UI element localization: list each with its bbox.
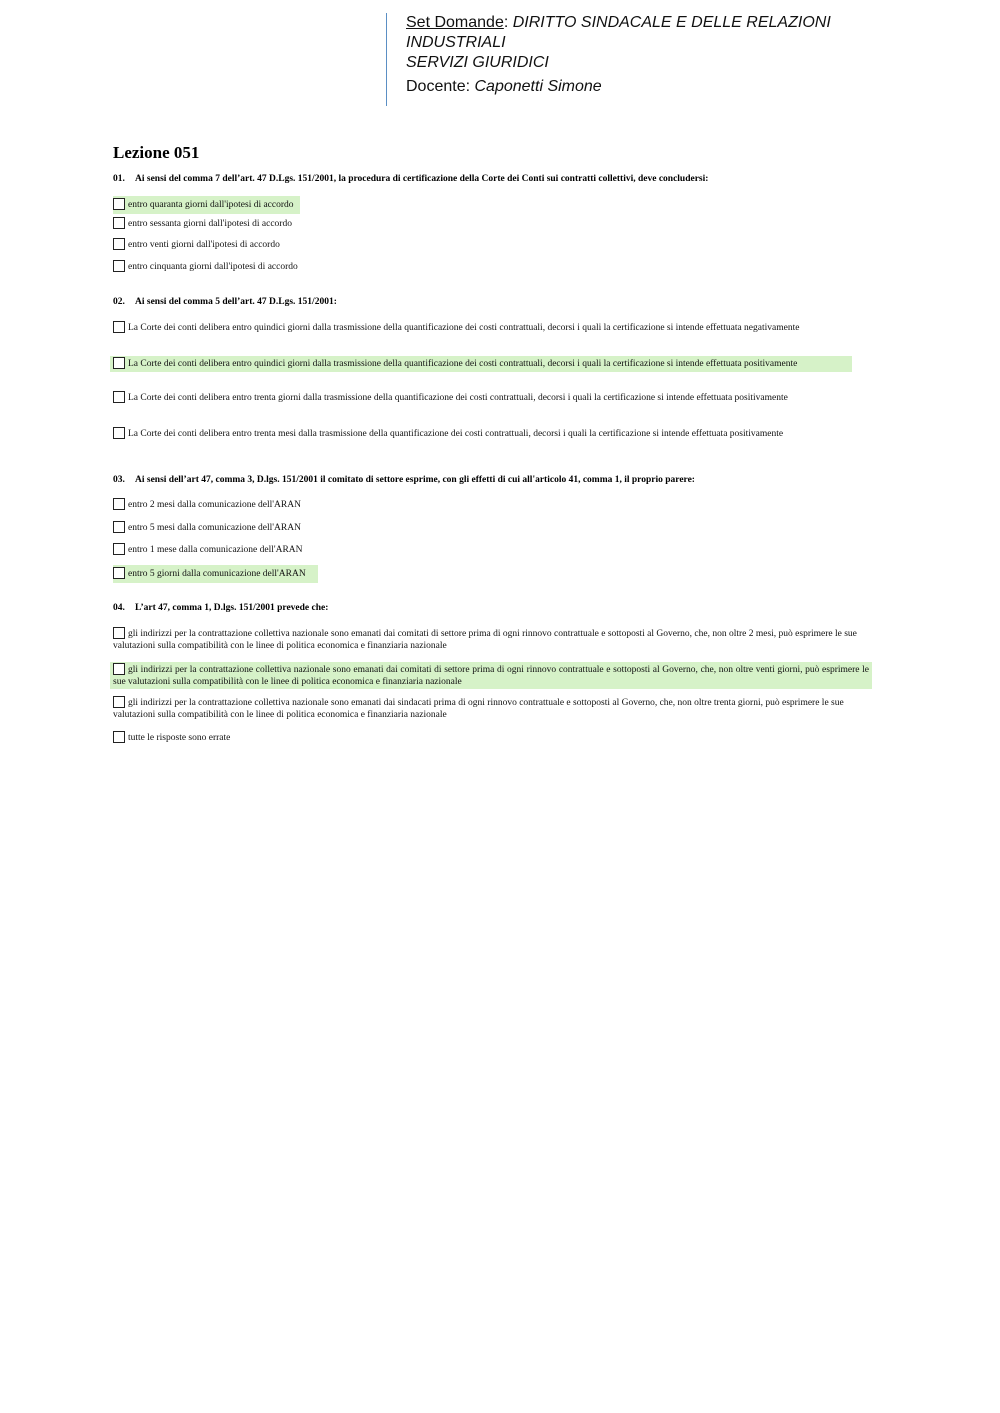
checkbox[interactable] xyxy=(113,696,125,708)
checkbox[interactable] xyxy=(113,198,125,210)
docente-name: Caponetti Simone xyxy=(474,78,602,95)
option-03-b[interactable]: entro 5 mesi dalla comunicazione dell'ARAN xyxy=(113,521,878,535)
option-01-b[interactable]: entro sessanta giorni dall'ipotesi di accordo xyxy=(113,217,878,231)
document-header xyxy=(386,13,886,106)
option-04-b[interactable]: gli indirizzi per la contrattazione collettiva nazionale sono emanati dai comitati di settore prima di ogni rinnovo contrattuale e sottoposti al Governo, che, non oltre venti giorni, può esprimere le sue valutazioni sulla compatibilità con le linee di politica economica e finanziaria nazionale xyxy=(110,662,872,689)
checkbox[interactable] xyxy=(113,498,125,510)
checkbox[interactable] xyxy=(113,627,125,639)
checkbox[interactable] xyxy=(113,217,125,229)
question-03: 03. Ai sensi dell’art 47, comma 3, D.lgs. 151/2001 il comitato di settore esprime, con gli effetti di cui all'articolo 41, comma 1, il proprio parere: xyxy=(113,475,695,485)
checkbox[interactable] xyxy=(113,521,125,533)
checkbox[interactable] xyxy=(113,260,125,272)
option-01-a[interactable]: entro quaranta giorni dall'ipotesi di accordo xyxy=(113,196,878,214)
course-title-line-1: Set Domande: DIRITTO SINDACALE E DELLE RELAZIONI xyxy=(406,14,831,31)
question-text: Ai sensi del comma 7 dell’art. 47 D.Lgs. 151/2001, la procedura di certificazione della Corte dei Conti sui contratti collettivi, deve concludersi: xyxy=(135,174,709,184)
question-text: Ai sensi del comma 5 dell’art. 47 D.Lgs. 151/2001: xyxy=(135,297,337,307)
course-subtitle: SERVIZI GIURIDICI xyxy=(406,54,549,71)
option-04-d[interactable]: tutte le risposte sono errate xyxy=(113,731,878,745)
option-03-d[interactable]: entro 5 giorni dalla comunicazione dell'ARAN xyxy=(113,565,878,583)
set-label: Set Domande xyxy=(406,14,504,31)
checkbox[interactable] xyxy=(113,427,125,439)
option-02-c[interactable]: La Corte dei conti delibera entro trenta giorni dalla trasmissione della quantificazione dei costi contrattuali, decorsi i quali la certificazione si intende effettuata positivamente xyxy=(113,391,878,405)
question-04: 04. L’art 47, comma 1, D.lgs. 151/2001 prevede che: xyxy=(113,603,329,613)
option-03-c[interactable]: entro 1 mese dalla comunicazione dell'ARAN xyxy=(113,543,878,557)
question-02: 02. Ai sensi del comma 5 dell’art. 47 D.Lgs. 151/2001: xyxy=(113,297,337,307)
question-text: L’art 47, comma 1, D.lgs. 151/2001 prevede che: xyxy=(135,603,329,613)
checkbox[interactable] xyxy=(113,321,125,333)
option-04-a[interactable]: gli indirizzi per la contrattazione collettiva nazionale sono emanati dai comitati di settore prima di ogni rinnovo contrattuale e sottoposti al Governo, che, non oltre 2 mesi, può esprimere le sue valutazioni sulla compatibilità con le linee di politica economica e finanziaria nazionale xyxy=(113,629,857,651)
docente-label: Docente: xyxy=(406,78,471,95)
option-01-d[interactable]: entro cinquanta giorni dall'ipotesi di accordo xyxy=(113,260,878,274)
question-01: 01. Ai sensi del comma 7 dell’art. 47 D.Lgs. 151/2001, la procedura di certificazione della Corte dei Conti sui contratti collettivi, deve concludersi: xyxy=(113,174,709,184)
question-text: Ai sensi dell’art 47, comma 3, D.lgs. 151/2001 il comitato di settore esprime, con gli effetti di cui all'articolo 41, comma 1, il proprio parere: xyxy=(135,475,695,485)
option-03-a[interactable]: entro 2 mesi dalla comunicazione dell'ARAN xyxy=(113,498,878,512)
option-01-c[interactable]: entro venti giorni dall'ipotesi di accordo xyxy=(113,238,878,252)
course-title-line-2: INDUSTRIALI xyxy=(406,34,506,51)
option-04-c[interactable]: gli indirizzi per la contrattazione collettiva nazionale sono emanati dai sindacati prima di ogni rinnovo contrattuale e sottoposti al Governo, che, non oltre trenta giorni, può esprimere le sue valutazioni sulla compatibilità con le linee di politica economica e finanziaria nazionale xyxy=(113,698,844,720)
checkbox[interactable] xyxy=(113,238,125,250)
option-02-a[interactable]: La Corte dei conti delibera entro quindici giorni dalla trasmissione della quantificazione dei costi contrattuali, decorsi i quali la certificazione si intende effettuata negativamente xyxy=(113,321,878,335)
checkbox[interactable] xyxy=(113,731,125,743)
checkbox[interactable] xyxy=(113,391,125,403)
checkbox[interactable] xyxy=(113,357,125,369)
course-name: DIRITTO SINDACALE E DELLE RELAZIONI xyxy=(512,14,831,31)
lesson-title: Lezione 051 xyxy=(113,143,200,162)
checkbox[interactable] xyxy=(113,543,125,555)
option-02-d[interactable]: La Corte dei conti delibera entro trenta mesi dalla trasmissione della quantificazione dei costi contrattuali, decorsi i quali la certificazione si intende effettuata positivamente xyxy=(113,427,878,441)
option-02-b[interactable]: La Corte dei conti delibera entro quindici giorni dalla trasmissione della quantificazione dei costi contrattuali, decorsi i quali la certificazione si intende effettuata positivamente xyxy=(110,356,852,372)
checkbox[interactable] xyxy=(113,567,125,579)
docente-line xyxy=(406,77,886,97)
checkbox[interactable] xyxy=(113,663,125,675)
